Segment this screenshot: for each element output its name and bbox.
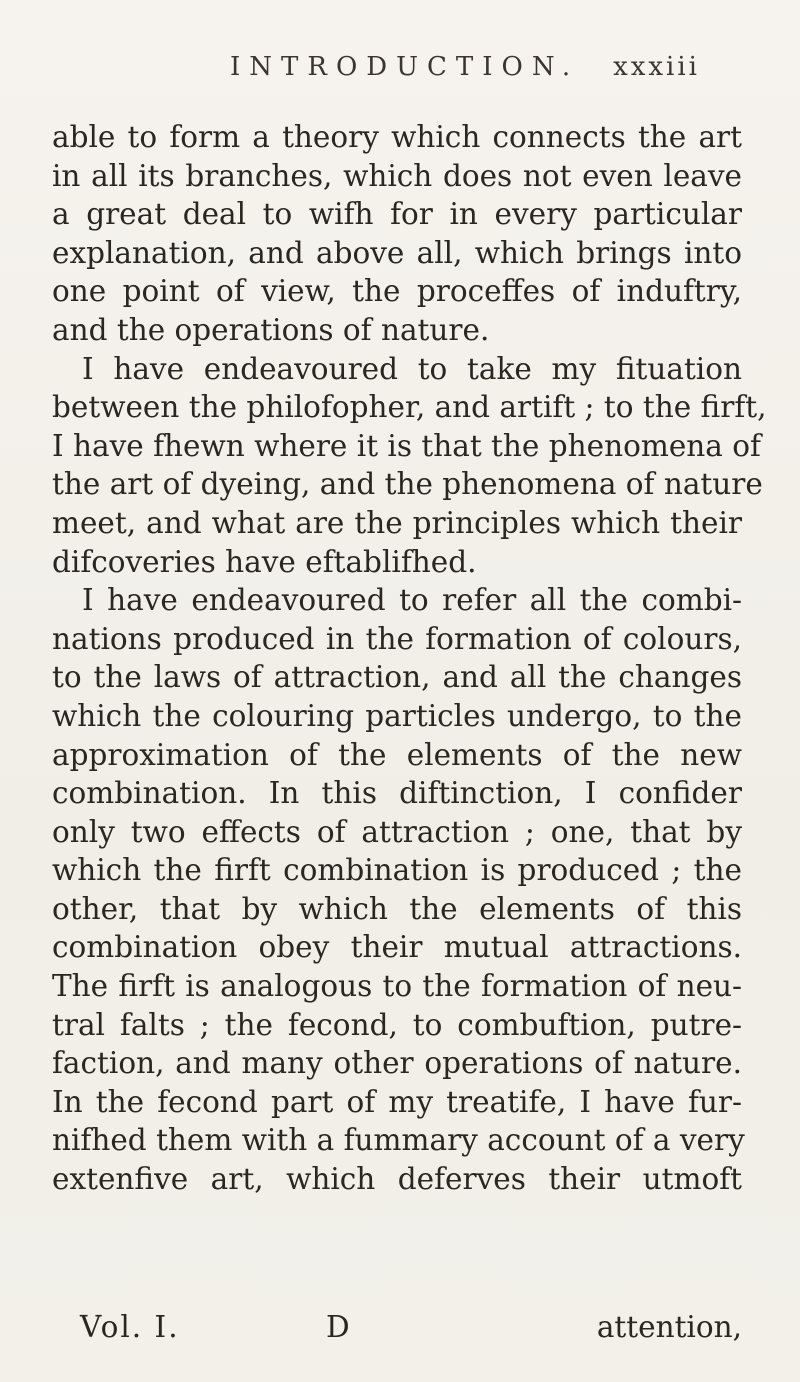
- text-line: other, that by which the elements of this: [52, 891, 742, 926]
- page-number: xxxiii: [613, 52, 700, 82]
- text-line: nifhed them with a fummary account of a very: [52, 1123, 745, 1158]
- text-line: approximation of the elements of the new: [52, 737, 742, 772]
- text-line: and the operations of nature.: [52, 312, 490, 347]
- text-line: combination obey their mutual attractions.: [52, 930, 742, 965]
- text-line: the art of dyeing, and the phenomena of nature: [52, 467, 763, 502]
- signature-mark: D: [326, 1310, 350, 1344]
- page-footer: [52, 1310, 742, 1350]
- catchword: attention,: [596, 1310, 742, 1344]
- text-line: one point of view, the proceffes of induftry,: [52, 274, 742, 309]
- text-line: between the philofopher, and artift ; to the firft,: [52, 390, 767, 425]
- text-line: explanation, and above all, which brings into: [52, 235, 742, 270]
- text-line: tral falts ; the fecond, to combuftion, putre-: [52, 1007, 742, 1042]
- text-line: only two effects of attraction ; one, that by: [52, 814, 742, 849]
- text-line: which the colouring particles undergo, to the: [52, 698, 742, 733]
- running-head-title: INTRODUCTION.: [230, 52, 580, 82]
- paragraph-start-line: I have endeavoured to take my fituation: [82, 351, 742, 386]
- running-head: [230, 52, 700, 88]
- text-line: able to form a theory which connects the art: [52, 120, 742, 154]
- body-text: [52, 118, 767, 1199]
- text-line: to the laws of attraction, and all the changes: [52, 660, 742, 695]
- text-line: which the firft combination is produced ; the: [52, 853, 742, 888]
- volume-label: Vol. I.: [80, 1310, 180, 1344]
- text-line: extenfive art, which deferves their utmoft: [52, 1162, 742, 1197]
- text-line: a great deal to wifh for in every particular: [52, 197, 742, 232]
- text-line: difcoveries have eftablifhed.: [52, 544, 477, 579]
- text-line: nations produced in the formation of colours,: [52, 621, 742, 656]
- text-line: I have fhewn where it is that the phenomena of: [52, 428, 761, 463]
- text-line: The firft is analogous to the formation of neu-: [52, 969, 742, 1004]
- text-line: faction, and many other operations of nature.: [52, 1046, 742, 1081]
- paragraph-start-line: I have endeavoured to refer all the combi-: [82, 583, 742, 618]
- text-line: In the fecond part of my treatife, I have fur-: [52, 1084, 742, 1119]
- text-line: meet, and what are the principles which their: [52, 505, 742, 540]
- text-line: in all its branches, which does not even leave: [52, 158, 742, 193]
- text-line: combination. In this diftinction, I confider: [52, 776, 742, 811]
